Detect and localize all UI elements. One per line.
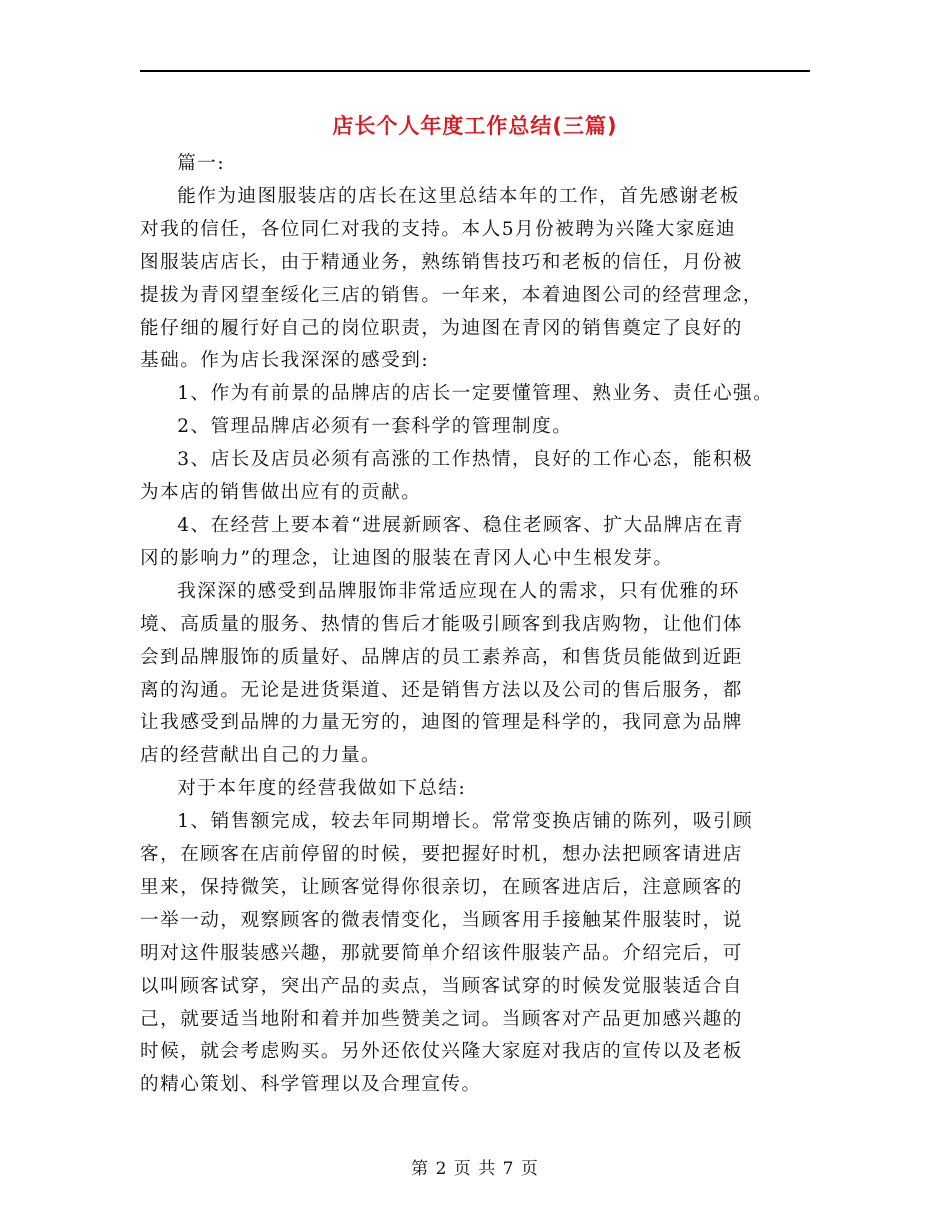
text-line: 篇一: — [177, 153, 226, 174]
text-line: 冈的影响力”的理念，让迪图的服装在青冈人心中生根发芽。 — [140, 547, 674, 569]
document-body — [140, 148, 820, 1102]
text-line: 里来，保持微笑，让顾客觉得你很亲切，在顾客进店后，注意顾客的 — [140, 876, 743, 898]
text-line: 店的经营献出自己的力量。 — [140, 745, 382, 767]
text-line: 1、作为有前景的品牌店的店长一定要懂管理、熟业务、责任心强。 — [177, 383, 774, 405]
text-line: 一举一动，观察顾客的微表情变化，当顾客用手接触某件服装时，说 — [140, 909, 743, 931]
paragraph — [140, 773, 820, 806]
text-line: 让我感受到品牌的力量无穷的，迪图的管理是科学的，我同意为品牌 — [140, 712, 743, 734]
paragraph — [140, 148, 820, 181]
text-line: 4、在经营上要本着“进展新顾客、稳住老顾客、扩大品牌店在青 — [177, 514, 745, 536]
paragraph — [140, 510, 820, 576]
text-line: 提拔为青冈望奎绥化三店的销售。一年来，本着迪图公司的经营理念， — [140, 284, 763, 306]
text-line: 己，就要适当地附和着并加些赞美之词。当顾客对产品更加感兴趣的 — [140, 1008, 743, 1030]
paragraph — [140, 411, 820, 444]
text-line: 3、店长及店员必须有高涨的工作热情，良好的工作心态，能积极 — [177, 449, 754, 471]
text-line: 的精心策划、科学管理以及合理宣传。 — [140, 1074, 482, 1096]
text-line: 以叫顾客试穿，突出产品的卖点，当顾客试穿的时候发觉服装适合自 — [140, 975, 743, 997]
text-line: 基础。作为店长我深深的感受到: — [140, 350, 430, 372]
document-title: 店长个人年度工作总结(三篇) — [332, 114, 618, 138]
text-line: 时候，就会考虑购买。另外还依仗兴隆大家庭对我店的宣传以及老板 — [140, 1041, 743, 1063]
text-line: 能仔细的履行好自己的岗位职责，为迪图在青冈的销售奠定了良好的 — [140, 317, 743, 339]
paragraph — [140, 576, 820, 773]
text-line: 为本店的销售做出应有的贡献。 — [140, 482, 422, 504]
text-line: 客，在顾客在店前停留的时候，要把握好时机，想办法把顾客请进店 — [140, 844, 743, 866]
paragraph — [140, 806, 820, 1102]
paragraph — [140, 181, 820, 378]
header-rule — [140, 70, 810, 72]
text-line: 我深深的感受到品牌服饰非常适应现在人的需求，只有优雅的环 — [177, 580, 740, 602]
text-line: 境、高质量的服务、热情的售后才能吸引顾客到我店购物，让他们体 — [140, 613, 743, 635]
paragraph — [140, 378, 820, 411]
text-line: 对于本年度的经营我做如下总结: — [177, 778, 467, 800]
text-line: 会到品牌服饰的质量好、品牌店的员工素养高，和售货员能做到近距 — [140, 646, 743, 668]
text-line: 能作为迪图服装店的店长在这里总结本年的工作，首先感谢老板 — [177, 185, 740, 207]
text-line: 离的沟通。无论是进货渠道、还是销售方法以及公司的售后服务，都 — [140, 679, 743, 701]
page-number: 第 2 页 共 7 页 — [411, 1159, 539, 1179]
text-line: 1、销售额完成，较去年同期增长。常常变换店铺的陈列，吸引顾 — [177, 811, 754, 833]
text-line: 图服装店店长，由于精通业务，熟练销售技巧和老板的信任，月份被 — [140, 251, 743, 273]
text-line: 明对这件服装感兴趣，那就要简单介绍该件服装产品。介绍完后，可 — [140, 942, 743, 964]
text-line: 2、管理品牌店必须有一套科学的管理制度。 — [177, 416, 573, 438]
text-line: 对我的信任，各位同仁对我的支持。本人5月份被聘为兴隆大家庭迪 — [140, 218, 737, 240]
paragraph — [140, 444, 820, 510]
